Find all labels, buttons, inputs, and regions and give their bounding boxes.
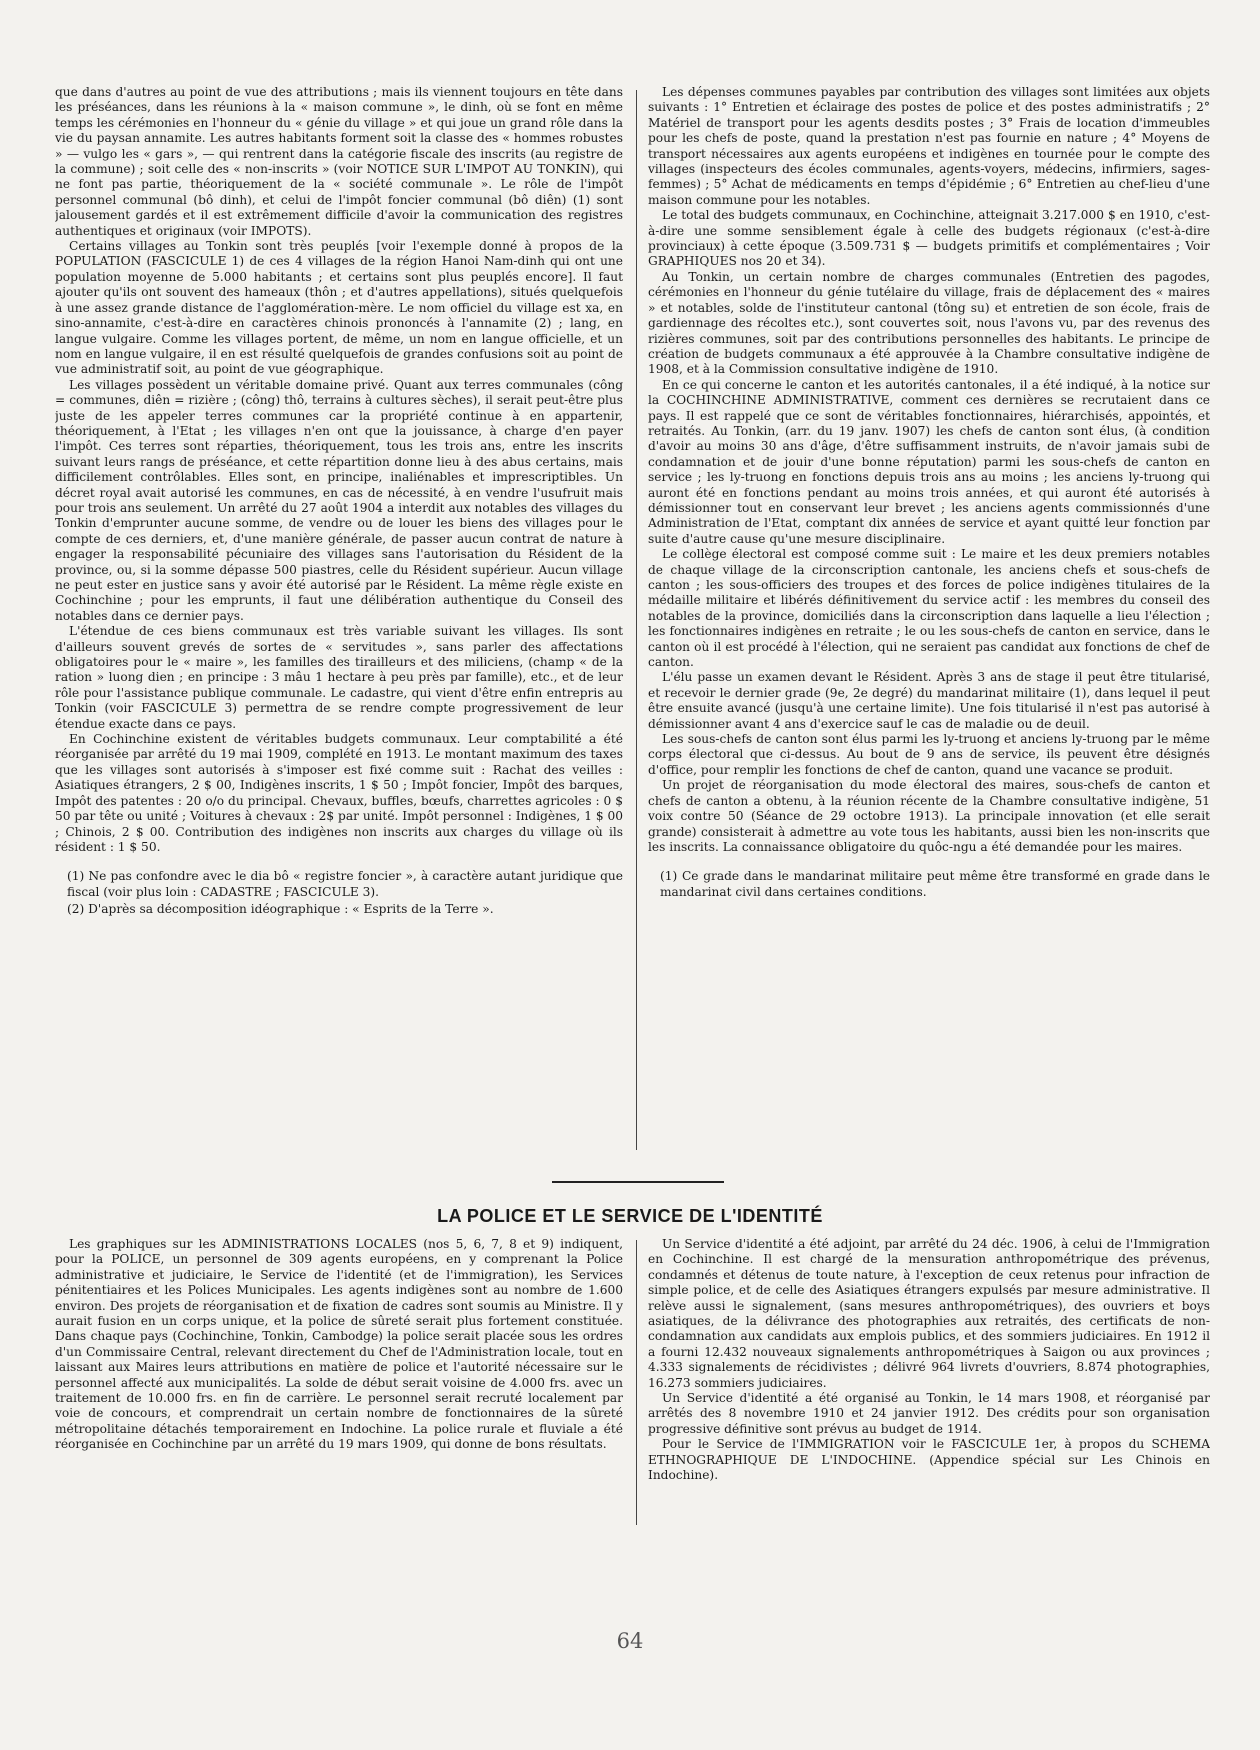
column-bottom-left <box>55 1237 623 1537</box>
column-divider <box>636 90 637 1150</box>
column-bottom-right <box>648 1237 1210 1537</box>
paragraph: Le total des budgets communaux, en Cochinchine, atteignait 3.217.000 $ en 1910, c'est-à-dire une somme sensiblement égale à celle des budgets régionaux (c'est-à-dire provinciaux) à cette époque (3.509.731 $ — budgets primitifs et complémentaires ; Voir GRAPHIQUES nos 20 et 34). <box>648 208 1210 269</box>
footnote: (1) Ce grade dans le mandarinat militaire peut même être transformé en grade dans le mandarinat civil dans certaines conditions. <box>660 869 1210 899</box>
paragraph: Au Tonkin, un certain nombre de charges communales (Entretien des pagodes, cérémonies en l'honneur du génie tutélaire du village, frais de déplacement des « maires » et notables, solde de l'instituteur cantonal (tông su) et entretien de son école, frais de gardiennage des récoltes etc.), sont couvertes soit, nous l'avons vu, par des revenus des rizières communes, soit par des contributions personnelles des habitants. Le principe de création de budgets communaux a été approuvée à la Chambre consultative indigène de 1908, et à la Commission consultative indigène de 1910. <box>648 269 1210 377</box>
paragraph: Les villages possèdent un véritable domaine privé. Quant aux terres communales (công = communes, diên = rizière ; (công) thô, terrains à cultures sèches), il serait peut-être plus juste de les appeler terres communes car la propriété continue à en appartenir, théoriquement, à l'Etat ; les villages n'en ont que la jouissance, à charge d'en payer l'impôt. Ces terres sont réparties, théoriquement, tous les trois ans, entre les inscrits suivant leurs rangs de préséance, et cette répartition donne lieu à des abus certains, mais difficilement contrôlables. Elles sont, en principe, inaliénables et imprescriptibles. Un décret royal avait autorisé les communes, en cas de nécessité, à en vendre l'usufruit mais pour trois ans seulement. Un arrêté du 27 août 1904 a interdit aux notables des villages du Tonkin d'emprunter aucune somme, de vendre ou de louer les biens des villages pour le compte de ces derniers, et, d'une manière générale, de passer aucun contrat de nature à engager la responsabilité pécuniaire des villages sans l'autorisation du Résident de la province, ou, si la somme dépasse 500 piastres, celle du Résident supérieur. Aucun village ne peut ester en justice sans y avoir été autorisé par le Résident. La même règle existe en Cochinchine ; pour les emprunts, il faut une délibération authentique du Conseil des notables dans ce dernier pays. <box>55 377 623 623</box>
footnote: (2) D'après sa décomposition idéographique : « Esprits de la Terre ». <box>67 902 494 917</box>
footnotes <box>55 869 623 917</box>
paragraph: que dans d'autres au point de vue des attributions ; mais ils viennent toujours en tête dans les préséances, dans les réunions à la « maison commune », le dinh, où se font en même temps les cérémonies en l'honneur du « génie du village » et qui joue un grand rôle dans la vie du paysan annamite. Les autres habitants forment soit la classe des « hommes robustes » — vulgo les « gars », — qui rentrent dans la catégorie fiscale des inscrits (au registre de la commune) ; soit celle des « non-inscrits » (voir NOTICE SUR L'IMPOT AU TONKIN), qui ne font pas partie, théoriquement de la « société communale ». Le rôle de l'impôt personnel communal (bô dinh), et celui de l'impôt foncier communal (bô diên) (1) sont jalousement gardés et il est extrêmement difficile d'avoir la communication des registres authentiques et originaux (voir IMPOTS). <box>55 85 623 238</box>
section-title: LA POLICE ET LE SERVICE DE L'IDENTITÉ <box>437 1206 823 1226</box>
paragraph: Pour le Service de l'IMMIGRATION voir le FASCICULE 1er, à propos du SCHEMA ETHNOGRAPHIQUE DE L'INDOCHINE. (Appendice spécial sur Les Chinois en Indochine). <box>648 1437 1210 1483</box>
section-separator <box>552 1181 724 1183</box>
paragraph: Un Service d'identité a été adjoint, par arrêté du 24 déc. 1906, à celui de l'Immigration en Cochinchine. Il est chargé de la mensuration anthropométrique des prévenus, condamnés et détenus de toute nature, à l'exception de ceux retenus pour infraction de simple police, et de celle des Asiatiques étrangers expulsés par mesure administrative. Il relève aussi le signalement, (sans mesures anthropométriques), des ouvriers et boys asiatiques, de la délivrance des photographies aux retraités, des certificats de non-condamnation aux candidats aux emplois publics, et des sommiers judiciaires. En 1912 il a fourni 12.432 nouveaux signalements anthropométriques à Saigon ou aux provinces ; 4.333 signalements de récidivistes ; délivré 964 livrets d'ouvriers, 8.874 photographies, 16.273 sommiers judiciaires. <box>648 1237 1210 1390</box>
footnote: (1) Ne pas confondre avec le dia bô « registre foncier », à caractère autant juridique que fiscal (voir plus loin : CADASTRE ; FASCICULE 3). <box>67 869 623 899</box>
paragraph: Un Service d'identité a été organisé au Tonkin, le 14 mars 1908, et réorganisé par arrêtés des 8 novembre 1910 et 24 janvier 1912. Des crédits pour son organisation progressive définitive sont prévus au budget de 1914. <box>648 1391 1210 1436</box>
paragraph: Les graphiques sur les ADMINISTRATIONS LOCALES (nos 5, 6, 7, 8 et 9) indiquent, pour la POLICE, un personnel de 309 agents européens, en y comprenant la Police administrative et judiciaire, le Service de l'identité (et de l'immigration), les Services pénitentiaires et les Polices Municipales. Les agents indigènes sont au nombre de 1.600 environ. Des projets de réorganisation et de fixation de cadres sont soumis au Ministre. Il y aurait fusion en un corps unique, et la police de sûreté serait plus fortement constituée. Dans chaque pays (Cochinchine, Tonkin, Cambodge) la police serait placée sous les ordres d'un Commissaire Central, relevant directement du Chef de l'Administration locale, tout en laissant aux Maires leurs attributions en matière de police et l'autorité nécessaire sur le personnel affecté aux municipalités. La solde de début serait voisine de 4.000 frs. avec un traitement de 10.000 frs. en fin de carrière. Le personnel serait recruté localement par voie de concours, et comprendrait un certain nombre de fonctionnaires de la sûreté métropolitaine détachés temporairement en Indochine. La police rurale et fluviale a été réorganisée en Cochinchine par un arrêté du 19 mars 1909, qui donne de bons résultats. <box>55 1237 623 1452</box>
paragraph: Les sous-chefs de canton sont élus parmi les ly-truong et anciens ly-truong par le même corps électoral que ci-dessus. Au bout de 9 ans de service, ils peuvent être désignés d'office, pour remplir les fonctions de chef de canton, quand une vacance se produit. <box>648 732 1210 777</box>
column-top-left <box>55 85 623 1140</box>
paragraph: Le collège électoral est composé comme suit : Le maire et les deux premiers notables de chaque village de la circonscription cantonale, les anciens chefs et sous-chefs de canton ; les sous-officiers des troupes et des forces de police indigènes titulaires de la médaille militaire et libérés définitivement du service actif : les membres du conseil des notables de la province, domiciliés dans la circonscription dans laquelle a lieu l'élection ; les fonctionnaires indigènes en retraite ; le ou les sous-chefs de canton en service, dans le canton où il est procédé à l'élection, qui ne seraient pas candidat aux fonctions de chef de canton. <box>648 547 1210 670</box>
page-number: 64 <box>616 1629 644 1653</box>
paragraph: En ce qui concerne le canton et les autorités cantonales, il a été indiqué, à la notice sur la COCHINCHINE ADMINISTRATIVE, comment ces dernières se recrutaient dans ce pays. Il est rappelé que ce sont de véritables fonctionnaires, hiérarchisés, appointés, et retraités. Au Tonkin, (arr. du 19 janv. 1907) les chefs de canton sont élus, (à condition d'avoir au moins 30 ans d'âge, d'être suffisamment instruits, de n'avoir jamais subi de condamnation et de jouir d'une bonne réputation) parmi les sous-chefs de canton en service ; les ly-truong en fonctions depuis trois ans au moins ; les anciens ly-truong qui auront été en fonctions pendant au moins trois années, et qui auront été autorisés à démissionner tout en conservant leur brevet ; les anciens agents commissionnés d'une Administration de l'Etat, comptant dix années de service et ayant quitté leur fonction par suite d'autre cause qu'une mesure disciplinaire. <box>648 377 1210 546</box>
column-divider <box>636 1240 637 1525</box>
footnotes <box>648 869 1210 900</box>
column-top-right <box>648 85 1210 1160</box>
paragraph: Certains villages au Tonkin sont très peuplés [voir l'exemple donné à propos de la POPULATION (FASCICULE 1) de ces 4 villages de la région Hanoi Nam-dinh qui ont une population moyenne de 5.000 habitants ; et certains sont plus peuplés encore]. Il faut ajouter qu'ils ont souvent des hameaux (thôn ; et d'autres appellations), situés quelquefois à une assez grande distance de l'agglomération-mère. Le nom officiel du village est xa, en sino-annamite, c'est-à-dire en caractères chinois prononcés à l'annamite (2) ; lang, en langue vulgaire. Comme les villages portent, de même, un nom en langue officielle, et un nom en langue vulgaire, il en est résulté quelquefois de grandes confusions soit au point de vue administratif soit, au point de vue géographique. <box>55 239 623 377</box>
paragraph: Un projet de réorganisation du mode électoral des maires, sous-chefs de canton et chefs de canton a obtenu, à la réunion récente de la Chambre consultative indigène, 51 voix contre 50 (Séance de 29 octobre 1913). La principale innovation (et elle serait grande) consisterait à admettre au vote tous les habitants, aussi bien les non-inscrits que les inscrits. La connaissance obligatoire du quôc-ngu a été demandée pour les maires. <box>648 778 1210 854</box>
paragraph: En Cochinchine existent de véritables budgets communaux. Leur comptabilité a été réorganisée par arrêté du 19 mai 1909, complété en 1913. Le montant maximum des taxes que les villages sont autorisés à s'imposer est fixé comme suit : Rachat des veilles : Asiatiques étrangers, 2 $ 00, Indigènes inscrits, 1 $ 50 ; Impôt foncier, Impôt des barques, Impôt des patentes : 20 o/o du principal. Chevaux, buffles, bœufs, charrettes agricoles : 0 $ 50 par tête ou unité ; Voitures à chevaux : 2$ par unité. Impôt personnel : Indigènes, 1 $ 00 ; Chinois, 2 $ 00. Contribution des indigènes non inscrits aux charges du village où ils résident : 1 $ 50. <box>55 732 623 854</box>
paragraph: L'élu passe un examen devant le Résident. Après 3 ans de stage il peut être titularisé, et recevoir le dernier grade (9e, 2e degré) du mandarinat militaire (1), dans lequel il peut être ensuite avancé (jusqu'à une certaine limite). Une fois titularisé il n'est pas autorisé à démissionner avant 4 ans d'exercice sauf le cas de maladie ou de deuil. <box>648 670 1210 731</box>
paragraph: Les dépenses communes payables par contribution des villages sont limitées aux objets suivants : 1° Entretien et éclairage des postes de police et des postes administratifs ; 2° Matériel de transport pour les agents desdits postes ; 3° Frais de location d'immeubles pour les chefs de poste, quand la prestation n'est pas fournie en nature ; 4° Moyens de transport nécessaires aux agents européens et indigènes en tournée pour le compte des villages (inspecteurs des écoles communales, agents-voyers, médecins, infirmiers, sages-femmes) ; 5° Achat de médicaments en temps d'épidémie ; 6° Entretien au chef-lieu d'une maison commune pour les notables. <box>648 85 1210 207</box>
paragraph: L'étendue de ces biens communaux est très variable suivant les villages. Ils sont d'ailleurs souvent grevés de sortes de « servitudes », sans parler des affectations obligatoires pour le « maire », les familles des tirailleurs et des miliciens, (champ « de la ration » luong dien ; en principe : 3 mâu 1 hectare à peu près par famille), etc., et de leur rôle pour l'assistance publique communale. Le cadastre, qui vient d'être enfin entrepris au Tonkin (voir FASCICULE 3) permettra de se rendre compte progressivement de leur étendue exacte dans ce pays. <box>55 624 623 731</box>
